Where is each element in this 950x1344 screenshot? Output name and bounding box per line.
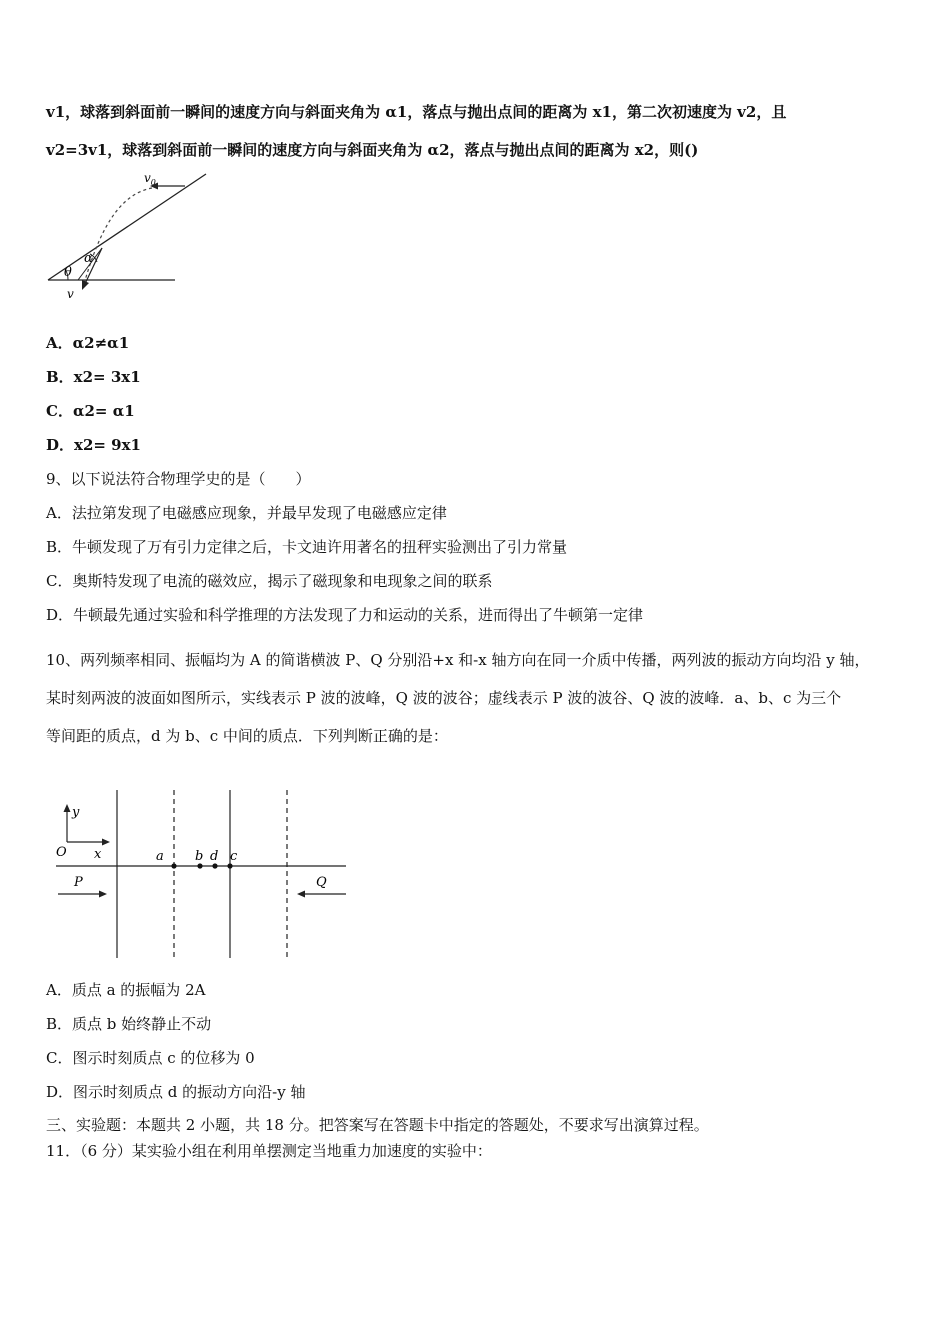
label-d: d (210, 849, 219, 864)
q10-option-c: C．图示时刻质点 c 的位移为 0 (46, 1049, 255, 1067)
theta-label: θ (64, 265, 72, 280)
label-c: c (230, 849, 238, 864)
q-wave-arrowhead (297, 891, 305, 898)
q8-option-a: A．α2≠α1 (46, 334, 130, 352)
y-axis-label: y (72, 805, 80, 820)
particle-d (212, 863, 217, 868)
p-wave-label: P (74, 875, 83, 890)
q8-incline-figure (40, 168, 220, 304)
q9-option-b: B．牛顿发现了万有引力定律之后，卡文迪许用著名的扭秤实验测出了引力常量 (46, 538, 568, 556)
x-axis-label: x (94, 847, 102, 862)
alpha-label: α (84, 251, 93, 266)
particle-a (171, 863, 176, 868)
x-axis-arrowhead (102, 839, 110, 846)
v-label: v (67, 287, 74, 301)
label-b: b (195, 849, 204, 864)
q8-option-b: B．x2= 3x1 (46, 368, 141, 386)
q10-wave-figure (50, 786, 360, 962)
y-axis-arrowhead (64, 804, 71, 812)
label-a: a (156, 849, 164, 864)
q9-option-a: A．法拉第发现了电磁感应现象，并最早发现了电磁感应定律 (46, 504, 447, 522)
q-wave-label: Q (316, 875, 327, 890)
particle-b (197, 863, 202, 868)
q10-stem-line-2: 某时刻两波的波面如图所示，实线表示 P 波的波峰，Q 波的波谷；虚线表示 P 波的波谷、Q 波的波峰．a、b、c 为三个 (46, 689, 842, 707)
q10-stem-line-3: 等间距的质点，d 为 b、c 中间的质点．下列判断正确的是： (46, 727, 448, 745)
q9-option-c: C．奥斯特发现了电流的磁效应，揭示了磁现象和电现象之间的联系 (46, 572, 493, 590)
particle-c (227, 863, 232, 868)
q10-option-b: B．质点 b 始终静止不动 (46, 1015, 212, 1033)
q11-stem: 11．（6 分）某实验小组在利用单摆测定当地重力加速度的实验中： (46, 1142, 492, 1160)
p-wave-arrowhead (99, 891, 107, 898)
q10-option-a: A．质点 a 的振幅为 2A (46, 981, 206, 999)
q10-stem-line-1: 10、两列频率相同、振幅均为 A 的简谐横波 P、Q 分别沿+x 和-x 轴方向在同一介质中传播，两列波的振动方向均沿 y 轴， (46, 651, 870, 669)
v0-label: $v_0$ (144, 171, 156, 187)
trajectory-curve (84, 188, 152, 284)
q10-option-d: D．图示时刻质点 d 的振动方向沿-y 轴 (46, 1083, 306, 1101)
section-3-heading: 三、实验题：本题共 2 小题，共 18 分。把答案写在答题卡中指定的答题处，不要求写出演算过程。 (46, 1116, 709, 1134)
q8-text-line-2: v2=3v1，球落到斜面前一瞬间的速度方向与斜面夹角为 α2，落点与抛出点间的距离为 x2，则() (46, 141, 699, 159)
q8-option-d: D．x2= 9x1 (46, 436, 141, 454)
q9-option-d: D．牛顿最先通过实验和科学推理的方法发现了力和运动的关系，进而得出了牛顿第一定律 (46, 606, 644, 624)
q8-option-c: C．α2= α1 (46, 402, 135, 420)
q9-stem: 9、以下说法符合物理学史的是（ ） (46, 470, 311, 488)
origin-label: O (56, 845, 67, 860)
velocity-arrowhead (82, 280, 89, 290)
q8-text-line-1: v1，球落到斜面前一瞬间的速度方向与斜面夹角为 α1，落点与抛出点间的距离为 x1，第二次初速度为 v2，且 (46, 103, 787, 121)
